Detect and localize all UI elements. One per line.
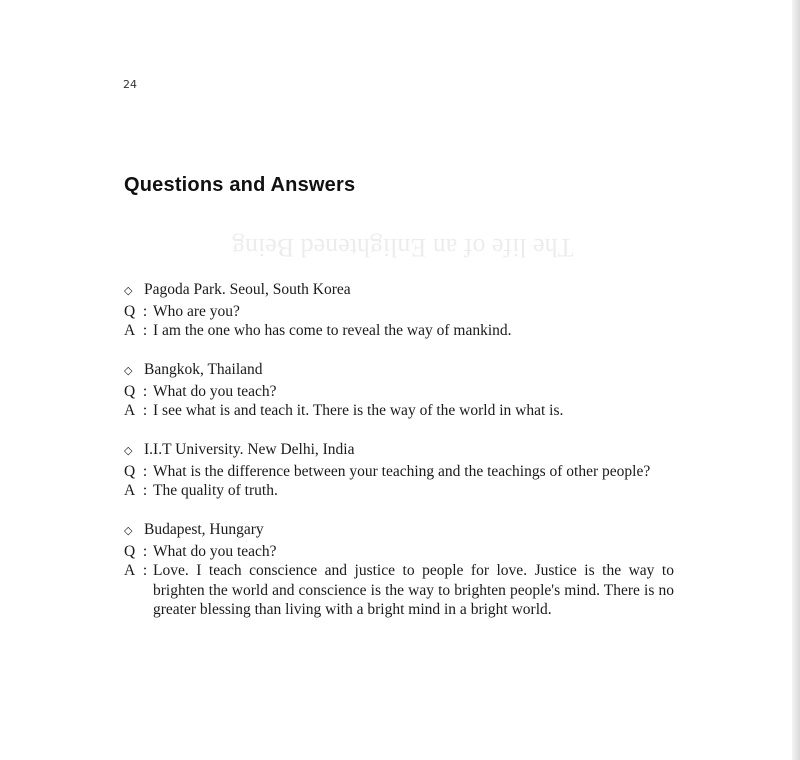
answer-text: The quality of truth. (153, 482, 278, 499)
location-line (124, 440, 674, 462)
colon-separator: : (142, 462, 148, 480)
colon-separator: : (142, 562, 148, 579)
colon-separator: : (142, 482, 148, 499)
answer-marker: A (124, 482, 136, 499)
location-label: Bangkok, Thailand (144, 361, 263, 378)
question-text: What do you teach? (153, 542, 277, 560)
answer-text: Love. I teach conscience and justice to people for love. Justice is the way to brighten the world and conscience is the way to brighten people's mind. There is no greater blessing than living with a bright mind in a bright world. (153, 562, 674, 618)
question-text: What is the difference between your teaching and the teachings of other people? (153, 462, 651, 480)
question-row (124, 382, 674, 402)
question-text: Who are you? (153, 302, 240, 320)
page-edge (792, 0, 800, 760)
question-marker: Q (124, 302, 136, 320)
page-title: Questions and Answers (124, 174, 356, 196)
colon-separator: : (142, 322, 148, 339)
answer-row (124, 481, 674, 501)
qa-section (124, 520, 674, 620)
location-line (124, 360, 674, 382)
answer-marker: A (124, 402, 136, 419)
answer-marker: A (124, 322, 136, 339)
location-line (124, 280, 674, 302)
question-text: What do you teach? (153, 382, 277, 400)
page-number: 24 (123, 78, 137, 91)
colon-separator: : (142, 382, 148, 400)
qa-list (124, 280, 674, 639)
bleed-through-text: The life of an Enlightened Being (232, 233, 574, 262)
location-label: Budapest, Hungary (144, 521, 264, 538)
question-marker: Q (124, 542, 136, 560)
diamond-bullet-icon: ◇ (124, 365, 133, 377)
qa-section (124, 360, 674, 421)
question-marker: Q (124, 462, 136, 480)
location-label: Pagoda Park. Seoul, South Korea (144, 281, 351, 298)
answer-text: I see what is and teach it. There is the way of the world in what is. (153, 402, 564, 419)
answer-row (124, 321, 674, 341)
answer-text: I am the one who has come to reveal the way of mankind. (153, 322, 512, 339)
answer-row (124, 401, 674, 421)
question-row (124, 542, 674, 562)
qa-section (124, 280, 674, 341)
question-row (124, 302, 674, 322)
qa-section (124, 440, 674, 501)
answer-marker: A (124, 562, 136, 579)
diamond-bullet-icon: ◇ (124, 285, 133, 297)
question-marker: Q (124, 382, 136, 400)
location-line (124, 520, 674, 542)
question-row (124, 462, 674, 482)
answer-row (124, 561, 674, 620)
diamond-bullet-icon: ◇ (124, 525, 133, 537)
colon-separator: : (142, 542, 148, 560)
colon-separator: : (142, 402, 148, 419)
location-label: I.I.T University. New Delhi, India (144, 441, 355, 458)
colon-separator: : (142, 302, 148, 320)
diamond-bullet-icon: ◇ (124, 445, 133, 457)
